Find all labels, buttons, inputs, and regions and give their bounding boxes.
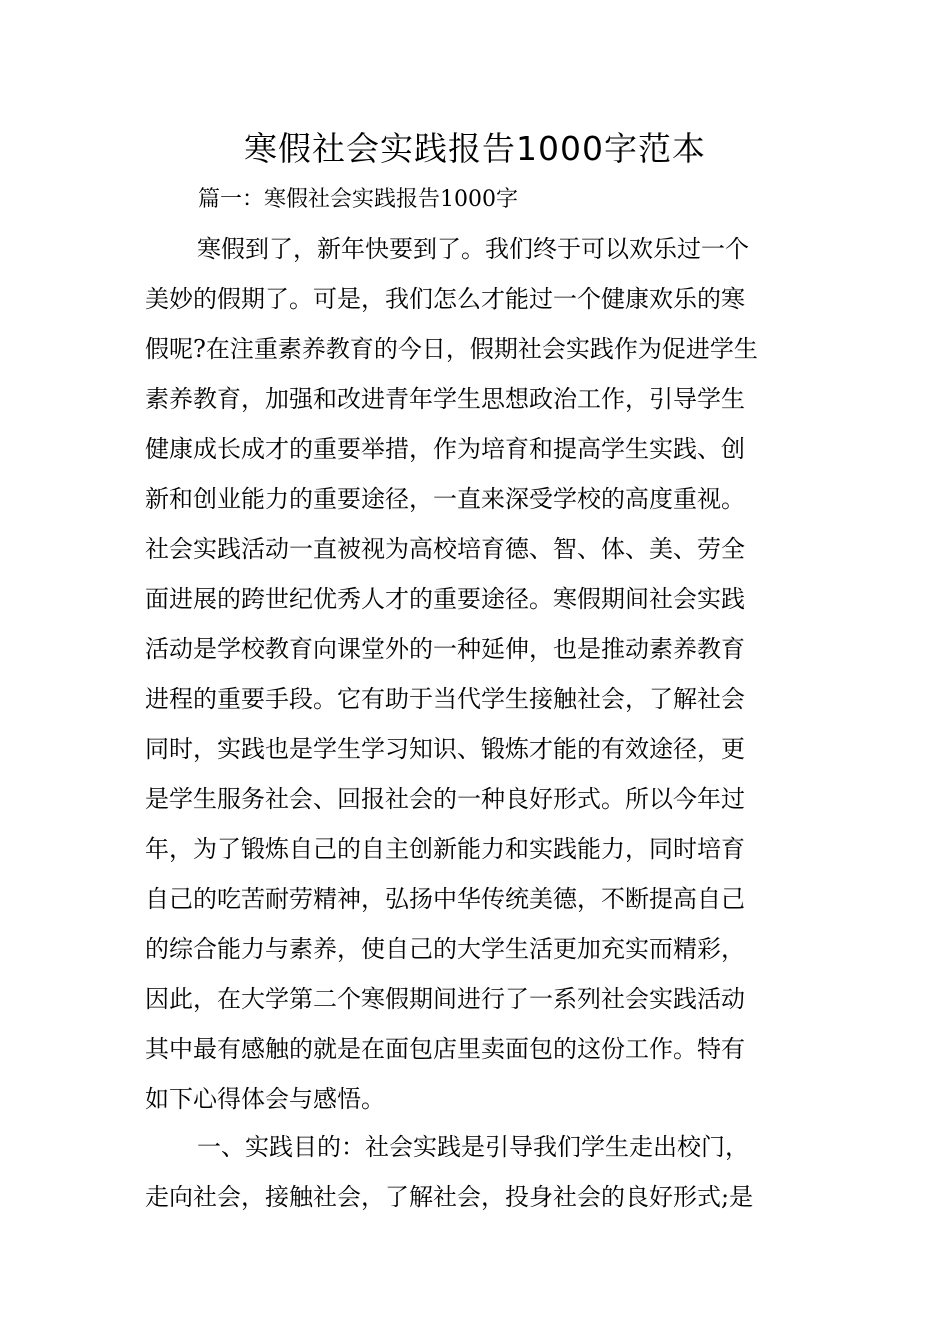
paragraph-2 — [145, 1122, 810, 1222]
paragraph-line: 同时，实践也是学生学习知识、锻炼才能的有效途径，更 — [145, 735, 745, 763]
paragraph-line: 活动是学校教育向课堂外的一种延伸，也是推动素养教育 — [145, 635, 745, 663]
paragraph-line: 假呢?在注重素养教育的今日，假期社会实践作为促进学生 — [145, 335, 758, 363]
paragraph-line: 一、实践目的：社会实践是引导我们学生走出校门， — [197, 1133, 749, 1161]
paragraph-line: 如下心得体会与感悟。 — [145, 1085, 385, 1113]
document-title: 寒假社会实践报告1000字范本 — [244, 129, 706, 168]
paragraph-line: 自己的吃苦耐劳精神，弘扬中华传统美德，不断提高自己 — [145, 885, 745, 913]
paragraph-line: 年，为了锻炼自己的自主创新能力和实践能力，同时培育 — [145, 835, 745, 863]
paragraph-line: 是学生服务社会、回报社会的一种良好形式。所以今年过 — [145, 785, 745, 813]
paragraph-1 — [145, 224, 810, 1124]
paragraph-line: 社会实践活动一直被视为高校培育德、智、体、美、劳全 — [145, 535, 745, 563]
paragraph-line: 进程的重要手段。它有助于当代学生接触社会，了解社会 — [145, 685, 745, 713]
paragraph-line: 的综合能力与素养，使自己的大学生活更加充实而精彩， — [145, 935, 745, 963]
paragraph-line: 面进展的跨世纪优秀人才的重要途径。寒假期间社会实践 — [145, 585, 745, 613]
paragraph-line: 寒假到了，新年快要到了。我们终于可以欢乐过一个 — [197, 235, 749, 263]
document-subtitle: 篇一：寒假社会实践报告1000字 — [198, 187, 518, 212]
paragraph-line: 因此，在大学第二个寒假期间进行了一系列社会实践活动 — [145, 985, 745, 1013]
paragraph-line: 其中最有感触的就是在面包店里卖面包的这份工作。特有 — [145, 1035, 745, 1063]
paragraph-line: 素养教育，加强和改进青年学生思想政治工作，引导学生 — [145, 385, 745, 413]
paragraph-line: 美妙的假期了。可是，我们怎么才能过一个健康欢乐的寒 — [145, 285, 745, 313]
paragraph-line: 健康成长成才的重要举措，作为培育和提高学生实践、创 — [145, 435, 745, 463]
paragraph-line: 走向社会，接触社会，了解社会，投身社会的良好形式;是 — [145, 1183, 754, 1211]
paragraph-line: 新和创业能力的重要途径，一直来深受学校的高度重视。 — [145, 485, 745, 513]
